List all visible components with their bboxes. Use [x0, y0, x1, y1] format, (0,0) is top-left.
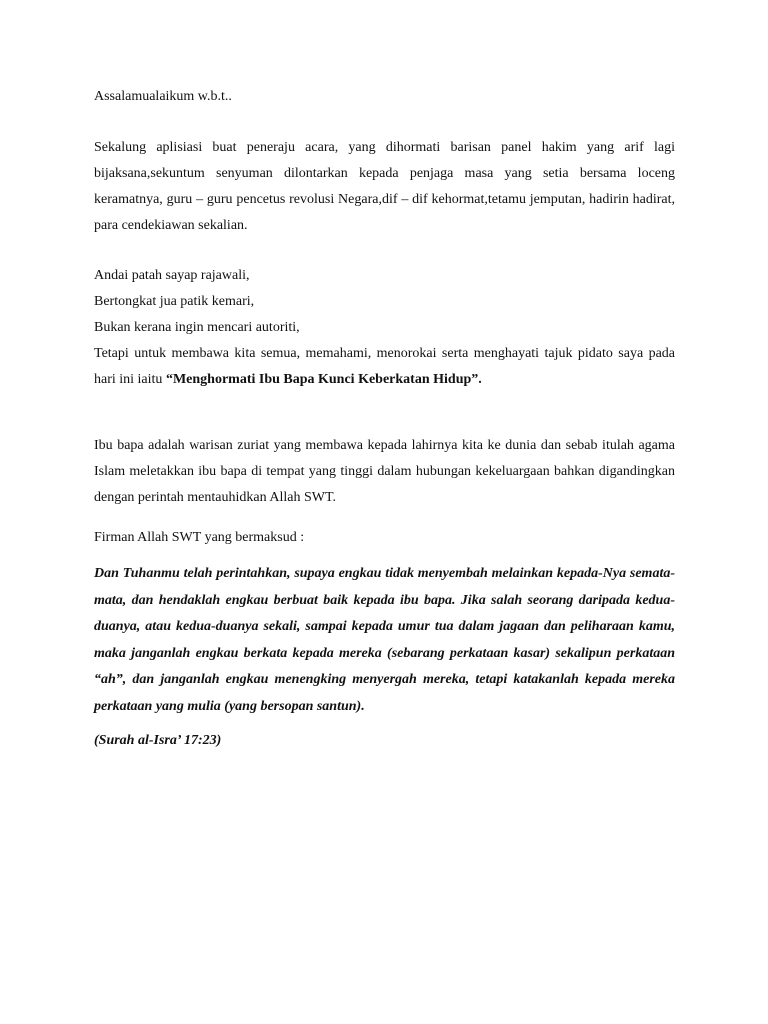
document-page: [94, 84, 675, 754]
pantun-block: [94, 263, 675, 393]
intro-paragraph: Sekalung aplisiasi buat peneraju acara, yang dihormati barisan panel hakim yang arif lagi bijaksana,sekuntum senyuman dilontarkan kepada penjaga masa yang setia bersama loceng keramatnya, guru – guru pencetus revolusi Negara,dif – dif kehormat,tetamu jemputan, hadirin hadirat, para cendekiawan sekalian.: [94, 140, 675, 233]
parents-paragraph: Ibu bapa adalah warisan zuriat yang membawa kepada lahirnya kita ke dunia dan sebab itulah agama Islam meletakkan ibu bapa di tempat yang tinggi dalam hubungan kekeluargaan bahkan digandingkan dengan perintah mentauhidkan Allah SWT.: [94, 438, 675, 505]
pantun-line-2: Bertongkat jua patik kemari,: [94, 294, 255, 309]
quote-citation: (Surah al-Isra’ 17:23): [94, 733, 222, 748]
pantun-line-4-text: Tetapi untuk membawa kita semua, memahami, menorokai serta menghayati tajuk pidato saya pada hari ini iaitu: [94, 346, 675, 387]
quran-quote: Dan Tuhanmu telah perintahkan, supaya engkau tidak menyembah melainkan kepada-Nya semata-mata, dan hendaklah engkau berbuat baik kepada ibu bapa. Jika salah seorang daripada kedua-duanya, atau kedua-duanya sekali, sampai kepada umur tua dalam jagaan dan peliharaan kamu, maka janganlah engkau berkata kepada mereka (sebarang perkataan kasar) sekalipun perkataan “ah”, dan janganlah engkau menengking menyergah mereka, tetapi katakanlah kepada mereka perkataan yang mulia (yang bersopan santun).: [94, 566, 675, 714]
firman-intro: Firman Allah SWT yang bermaksud :: [94, 530, 305, 545]
speech-title-period: .: [478, 372, 482, 387]
speech-title: “Menghormati Ibu Bapa Kunci Keberkatan Hidup”: [165, 372, 479, 387]
pantun-line-3: Bukan kerana ingin mencari autoriti,: [94, 320, 300, 335]
pantun-line-1: Andai patah sayap rajawali,: [94, 268, 250, 283]
greeting: Assalamualaikum w.b.t..: [94, 89, 232, 104]
pantun-line-4: [94, 341, 675, 393]
